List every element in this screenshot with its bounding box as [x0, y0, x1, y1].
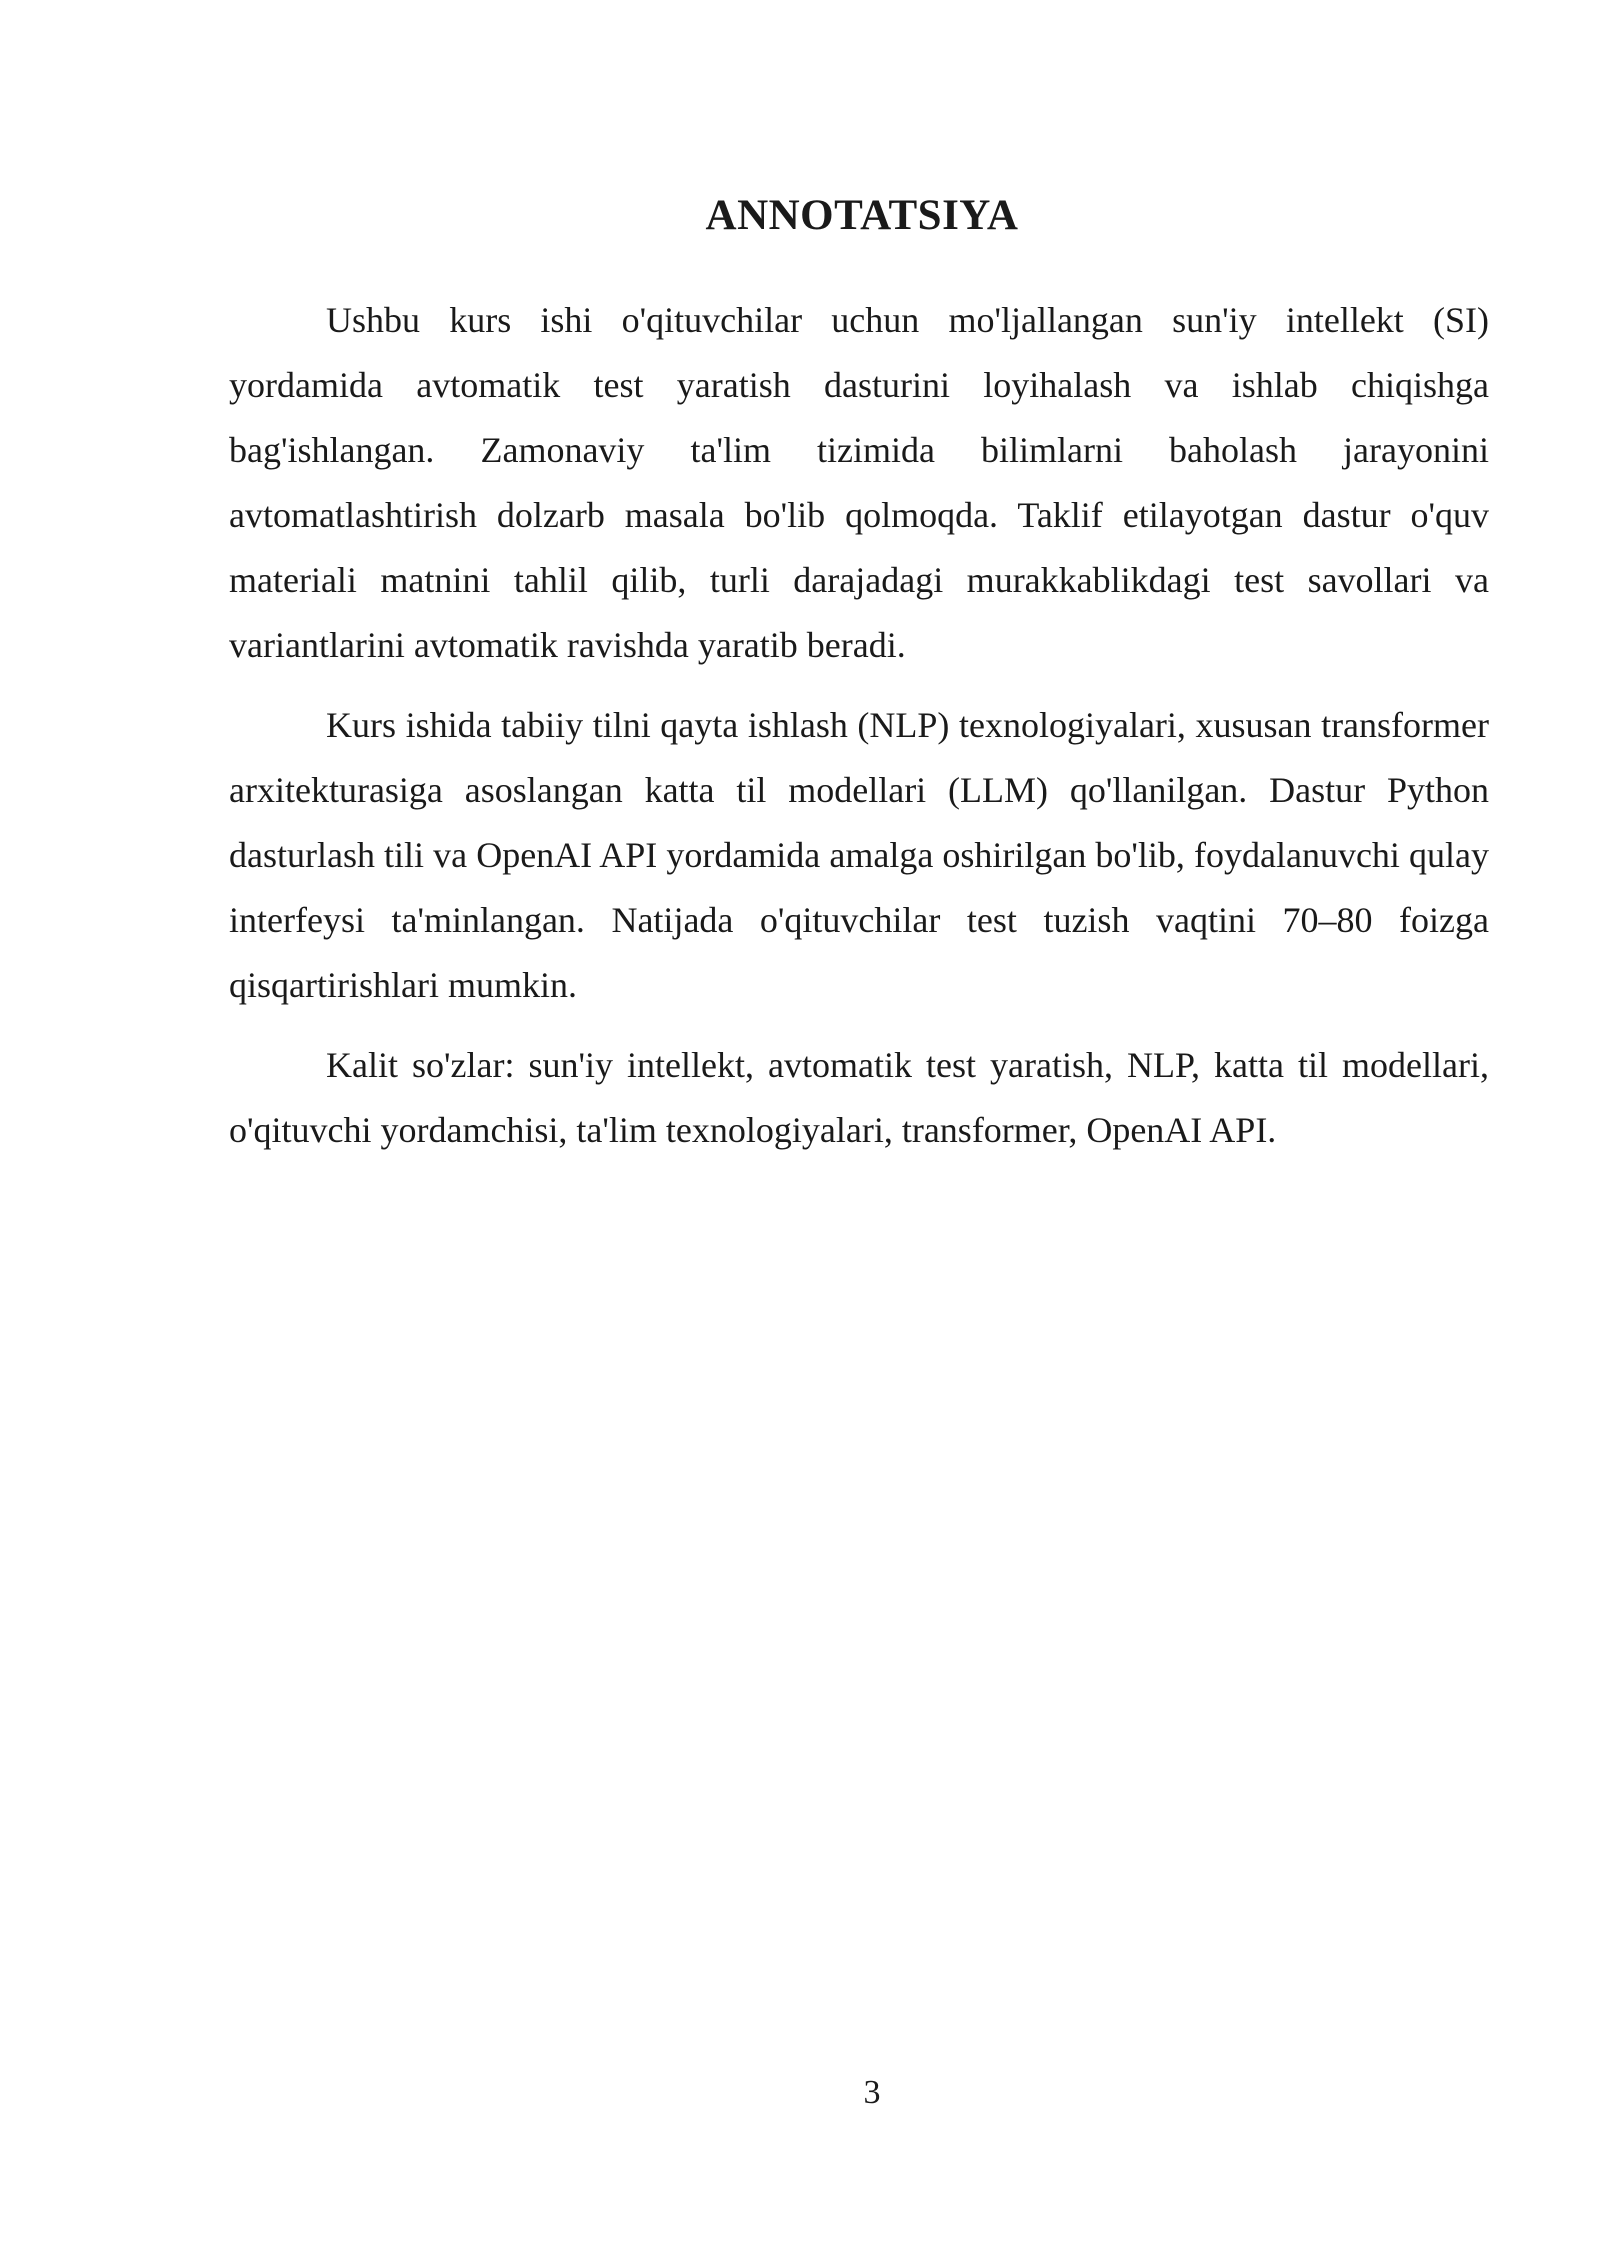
paragraph-keywords: Kalit so'zlar: sun'iy intellekt, avtomatik test yaratish, NLP, katta til modellari, o'qituvchi yordamchisi, ta'lim texnologiyalari, transformer, OpenAI API.	[229, 1045, 1489, 1150]
annotation-body	[229, 288, 1489, 1178]
page-number: 3	[863, 2074, 881, 2111]
page-title: ANNOTATSIYA	[705, 192, 1019, 239]
paragraph-intro: Ushbu kurs ishi o'qituvchilar uchun mo'ljallangan sun'iy intellekt (SI) yordamida avtomatik test yaratish dasturini loyihalash va ishlab chiqishga bag'ishlangan. Zamonaviy ta'lim tizimida bilimlarni baholash jarayonini avtomatlashtirish dolzarb masala bo'lib qolmoqda. Taklif etilayotgan dastur o'quv materiali matnini tahlil qilib, turli darajadagi murakkablikdagi test savollari va variantlarini avtomatik ravishda yaratib beradi.	[229, 300, 1489, 665]
paragraph-methods: Kurs ishida tabiiy tilni qayta ishlash (NLP) texnologiyalari, xususan transformer arxitekturasiga asoslangan katta til modellari (LLM) qo'llanilgan. Dastur Python dasturlash tili va OpenAI API yordamida amalga oshirilgan bo'lib, foydalanuvchi qulay interfeysi ta'minlangan. Natijada o'qituvchilar test tuzish vaqtini 70–80 foizga qisqartirishlari mumkin.	[229, 705, 1489, 1005]
